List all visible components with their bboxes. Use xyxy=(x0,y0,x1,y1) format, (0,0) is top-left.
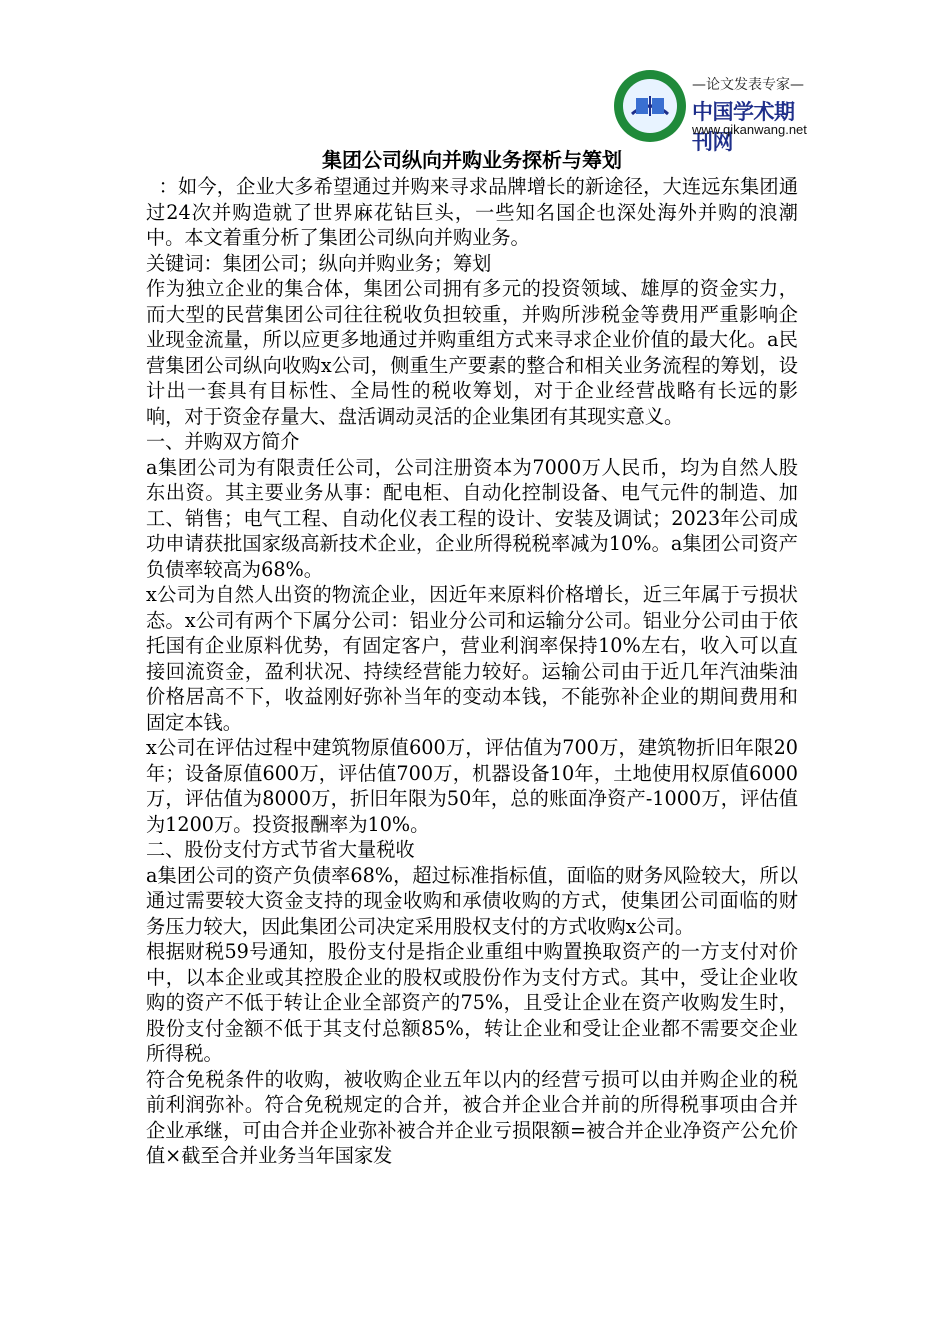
body-paragraph: x公司为自然人出资的物流企业，因近年来原料价格增长，近三年属于亏损状态。x公司有两个下属分公司：铝业分公司和运输分公司。铝业分公司由于依托国有企业原料优势，有固定客户，营业利润率保持10%左右，收入可以直接回流资金，盈利状况、持续经营能力较好。运输公司由于近几年汽油柴油价格居高不下，收益刚好弥补当年的变动本钱，不能弥补企业的期间费用和固定本钱。 xyxy=(146,583,798,734)
abstract-paragraph: ：如今，企业大多希望通过并购来寻求品牌增长的新途径，大连远东集团通过24次并购造就了世界麻花钻巨头，一些知名国企也深处海外并购的浪潮中。本文着重分析了集团公司纵向并购业务。 xyxy=(146,175,799,249)
logo-name: 中国学术期刊网 xyxy=(692,100,795,154)
section-heading: 二、股份支付方式节省大量税收 xyxy=(146,838,415,861)
logo-emblem-icon xyxy=(612,68,688,144)
body-paragraph: 根据财税59号通知，股份支付是指企业重组中购置换取资产的一方支付对价中，以本企业或其控股企业的股权或股份作为支付方式。其中，受让企业收购的资产不低于转让企业全部资产的75%，且受让企业在资产收购发生时，股份支付金额不低于其支付总额85%，转让企业和受让企业都不需要交企业所得税。 xyxy=(146,940,798,1065)
body-paragraph: 作为独立企业的集合体，集团公司拥有多元的投资领域、雄厚的资金实力，而大型的民营集团公司往往税收负担较重，并购所涉税金等费用严重影响企业现金流量，所以应更多地通过并购重组方式来寻求企业价值的最大化。a民营集团公司纵向收购x公司，侧重生产要素的整合和相关业务流程的筹划，设计出一套具有目标性、全局性的税收筹划，对于企业经营战略有长远的影响，对于资金存量大、盘活调动灵活的企业集团有其现实意义。 xyxy=(146,277,798,428)
body-paragraph: 符合免税条件的收购，被收购企业五年以内的经营亏损可以由并购企业的税前利润弥补。符合免税规定的合并，被合并企业合并前的所得税事项由合并企业承继，可由合并企业弥补被合并企业亏损限额=被合并企业净资产公允价值×截至合并业务当年国家发 xyxy=(146,1067,798,1167)
article-title: 集团公司纵向并购业务探析与筹划 xyxy=(322,148,622,172)
body-paragraph: a集团公司的资产负债率68%，超过标准指标值，面临的财务风险较大，所以通过需要较大资金支持的现金收购和承债收购的方式，使集团公司面临的财务压力较大，因此集团公司决定采用股权支付的方式收购x公司。 xyxy=(146,863,798,938)
publisher-logo xyxy=(612,68,812,154)
article-body xyxy=(146,146,798,1169)
section-heading: 一、并购双方简介 xyxy=(146,430,300,453)
logo-url: www.qikanwang.net xyxy=(692,122,807,137)
body-paragraph: a集团公司为有限责任公司，公司注册资本为7000万人民币，均为自然人股东出资。其主要业务从事：配电柜、自动化控制设备、电气元件的制造、加工、销售；电气工程、自动化仪表工程的设计、安装及调试；2023年公司成功申请获批国家级高新技术企业，企业所得税税率减为10%。a集团公司资产负债率较高为68%。 xyxy=(146,455,798,581)
keywords-line: 关键词：集团公司；纵向并购业务；筹划 xyxy=(146,251,492,275)
body-paragraph: x公司在评估过程中建筑物原值600万，评估值为700万，建筑物折旧年限20年；设备原值600万，评估值700万，机器设备10年，土地使用权原值6000万，评估值为8000万，折旧年限为50年，总的账面净资产-1000万，评估值为1200万。投资报酬率为10%。 xyxy=(146,736,798,836)
logo-tagline: —论文发表专家— xyxy=(692,77,804,93)
